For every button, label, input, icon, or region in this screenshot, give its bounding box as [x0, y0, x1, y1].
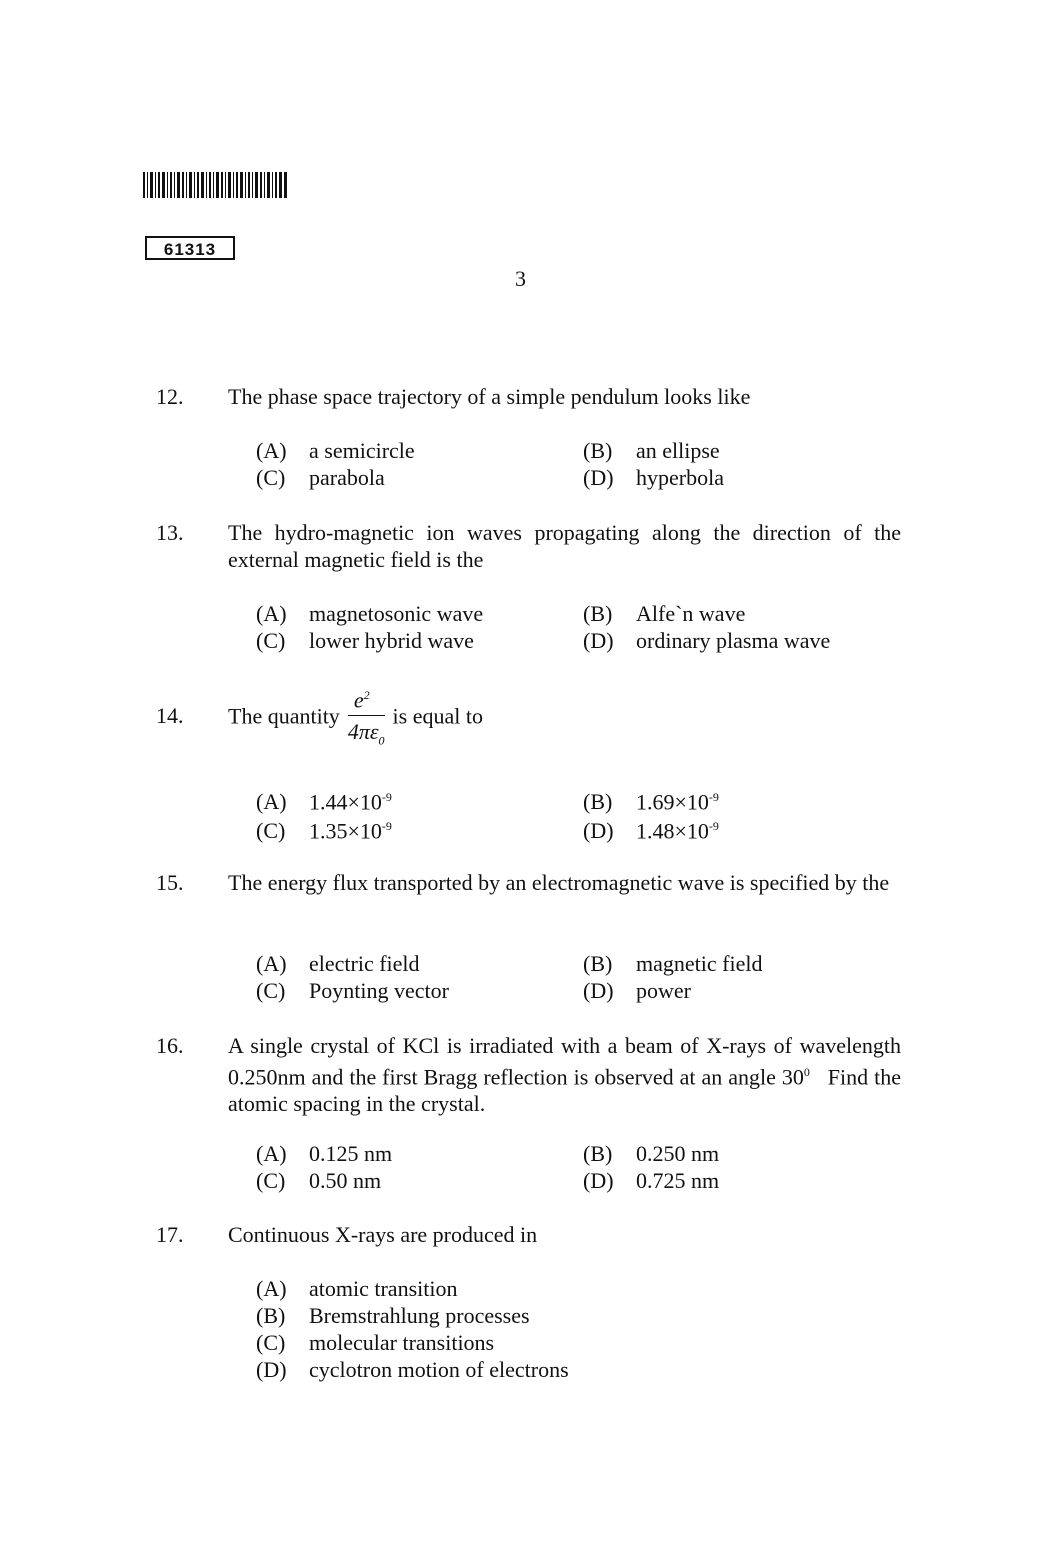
option-exponent: -9 [381, 790, 392, 804]
option-label: (D) [256, 1357, 287, 1382]
option-text: Bremstrahlung processes [309, 1303, 530, 1328]
option-mantissa: 1.44×10 [309, 789, 382, 815]
option-label: (D) [583, 628, 614, 653]
question-number: 17. [156, 1222, 184, 1247]
option-label: (B) [583, 1141, 613, 1166]
option-b [583, 437, 720, 464]
option-label: (A) [256, 789, 287, 815]
option-d [256, 1356, 569, 1383]
option-label: (B) [583, 951, 613, 976]
option-c [256, 464, 385, 491]
option-b [256, 1302, 530, 1329]
option-label: (B) [256, 1303, 286, 1328]
option-d [583, 813, 719, 844]
denominator-base: 4πε [347, 719, 379, 745]
question-text-after: is equal to [392, 703, 483, 729]
option-text: hyperbola [636, 465, 724, 490]
option-text: atomic transition [309, 1276, 458, 1301]
option-text: magnetosonic wave [309, 601, 484, 626]
option-text: Alfe`n wave [636, 601, 746, 626]
numerator-exponent: 2 [363, 688, 370, 702]
option-c [256, 1329, 494, 1356]
option-d [583, 977, 691, 1004]
option-label: (C) [256, 628, 286, 653]
question-text [228, 682, 901, 755]
option-label: (D) [583, 818, 614, 844]
question-text [228, 1032, 901, 1117]
question-text-before: The quantity [228, 703, 340, 729]
option-text: Poynting vector [309, 978, 449, 1003]
question-number: 16. [156, 1033, 184, 1058]
fraction-denominator [348, 716, 385, 754]
option-mantissa: 1.35×10 [309, 818, 382, 844]
option-a [256, 1275, 457, 1302]
option-label: (D) [583, 1168, 614, 1193]
question-text: The phase space trajectory of a simple pendulum looks like [228, 384, 751, 409]
option-text: 0.50 nm [309, 1168, 382, 1193]
option-a [256, 950, 420, 977]
option-a [256, 600, 483, 627]
option-label: (C) [256, 818, 286, 844]
fraction [348, 682, 385, 755]
question-text-end: Find the atomic spacing in the crystal. [228, 1064, 901, 1117]
option-c [256, 977, 449, 1004]
option-label: (B) [583, 789, 613, 815]
option-text: power [636, 978, 691, 1003]
fraction-numerator [348, 682, 385, 716]
option-label: (A) [256, 601, 287, 626]
option-label: (A) [256, 1141, 287, 1166]
question-number: 13. [156, 520, 184, 545]
question-number: 15. [156, 870, 184, 895]
option-c [256, 1167, 381, 1194]
option-mantissa: 1.69×10 [636, 789, 709, 815]
option-text: ordinary plasma wave [636, 628, 831, 653]
question-text-main: A single crystal of KCl is irradiated with a beam of X-rays of wavelength 0.250nm and the first Bragg reflection is observed at an angle 30 [228, 1033, 901, 1090]
denominator-subscript: 0 [378, 733, 385, 748]
option-label: (C) [256, 1330, 286, 1355]
option-d [583, 1167, 719, 1194]
option-label: (A) [256, 438, 287, 463]
option-c [256, 813, 392, 844]
paper-code-box: 61313 [145, 236, 235, 260]
question-number: 14. [156, 703, 184, 728]
option-label: (C) [256, 978, 286, 1003]
option-label: (B) [583, 601, 613, 626]
option-text: an ellipse [636, 438, 720, 463]
option-label: (C) [256, 1168, 286, 1193]
option-d [583, 464, 724, 491]
option-d [583, 627, 830, 654]
option-text: molecular transitions [309, 1330, 495, 1355]
option-b [583, 1140, 719, 1167]
option-text: 0.725 nm [636, 1168, 720, 1193]
question-text: The energy flux transported by an electromagnetic wave is specified by the [228, 870, 890, 895]
option-text: 0.125 nm [309, 1141, 393, 1166]
option-exponent: -9 [381, 819, 392, 833]
option-mantissa: 1.48×10 [636, 818, 709, 844]
question-text: Continuous X-rays are produced in [228, 1222, 538, 1247]
option-a [256, 437, 415, 464]
option-a [256, 784, 392, 815]
option-label: (D) [583, 978, 614, 1003]
option-label: (A) [256, 1276, 287, 1301]
page-number: 3 [515, 266, 526, 291]
option-label: (C) [256, 465, 286, 490]
degree-sup: 0 [803, 1065, 810, 1079]
option-a [256, 1140, 392, 1167]
option-c [256, 627, 474, 654]
option-text: magnetic field [636, 951, 763, 976]
numerator-base: e [353, 687, 364, 713]
option-text: lower hybrid wave [309, 628, 474, 653]
option-label: (B) [583, 438, 613, 463]
option-label: (D) [583, 465, 614, 490]
option-text: a semicircle [309, 438, 415, 463]
option-text: parabola [309, 465, 385, 490]
option-exponent: -9 [708, 819, 719, 833]
barcode [143, 172, 287, 198]
question-number: 12. [156, 384, 184, 409]
option-b [583, 950, 762, 977]
question-text: The hydro-magnetic ion waves propagating along the direction of the external magnetic field is the [228, 520, 901, 572]
option-text: cyclotron motion of electrons [309, 1357, 569, 1382]
option-exponent: -9 [708, 790, 719, 804]
option-text: electric field [309, 951, 420, 976]
option-b [583, 784, 719, 815]
option-text: 0.250 nm [636, 1141, 720, 1166]
option-label: (A) [256, 951, 287, 976]
option-b [583, 600, 745, 627]
